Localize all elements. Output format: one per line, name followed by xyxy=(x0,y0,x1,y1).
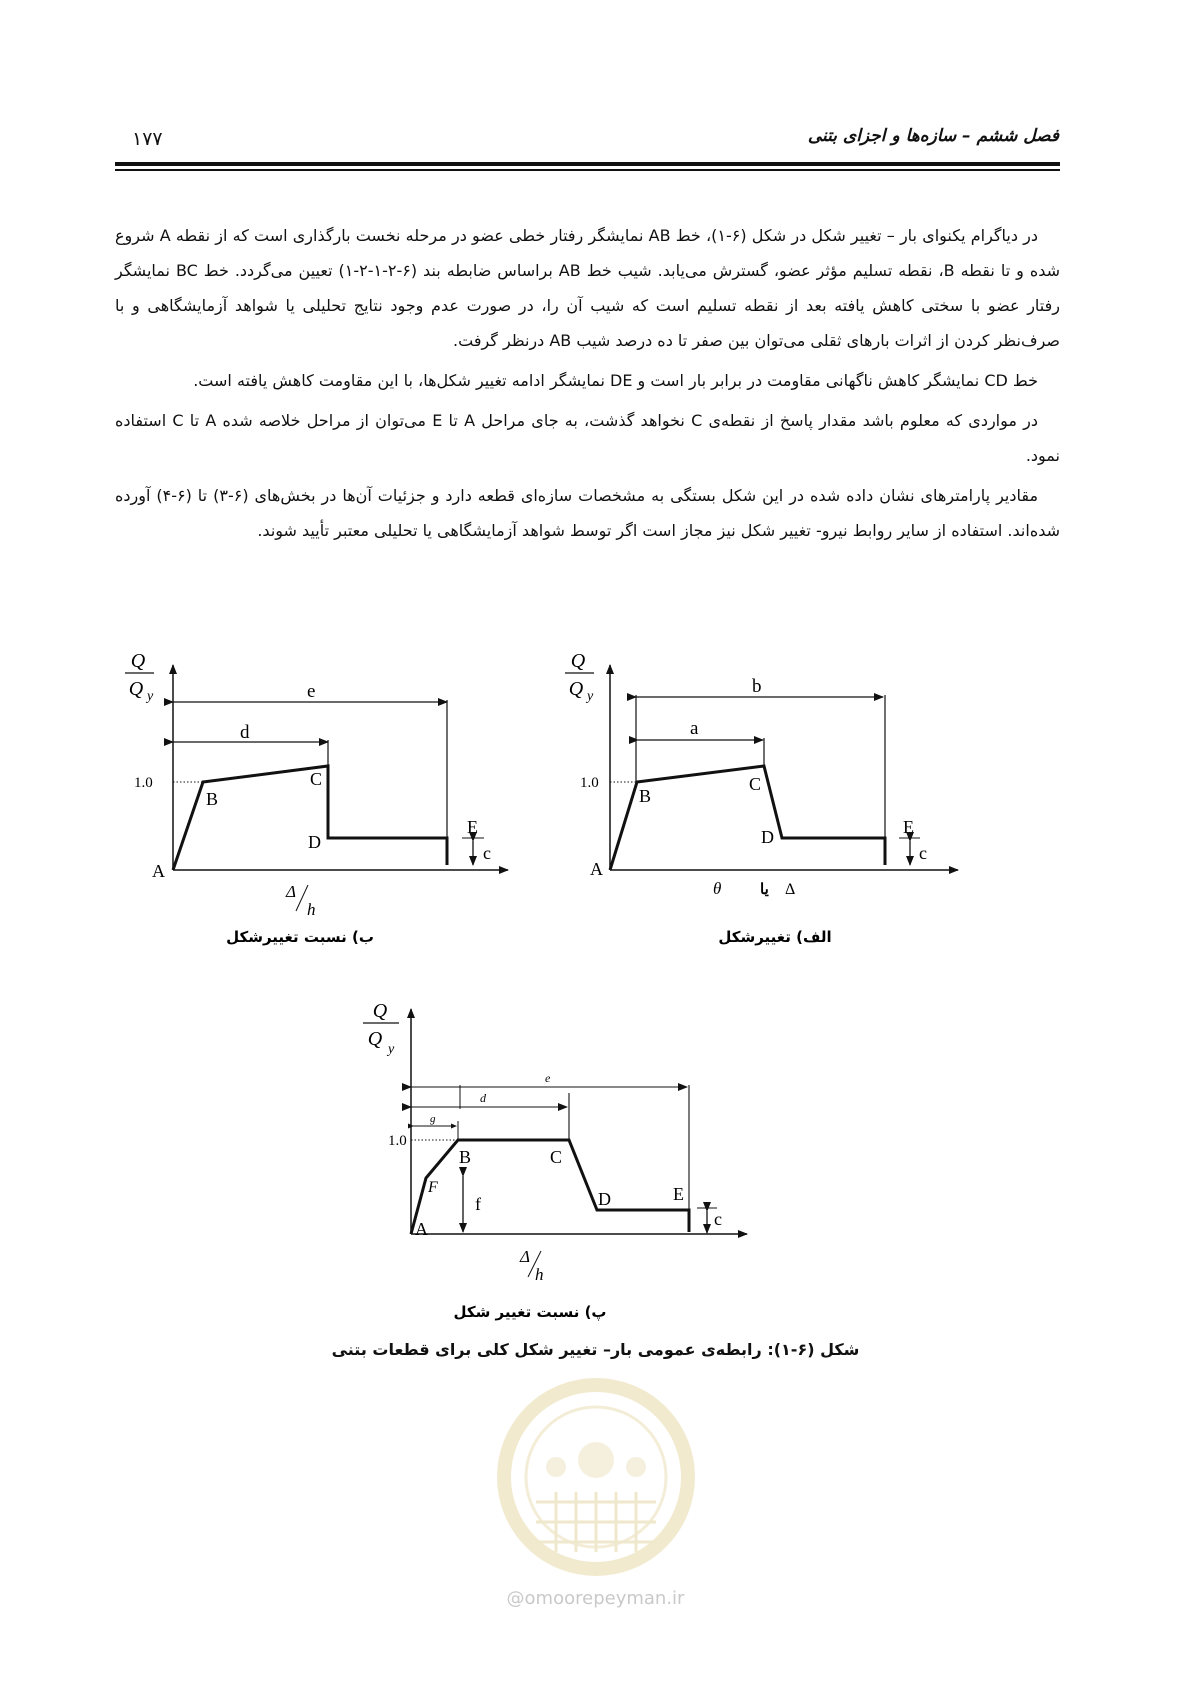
param-label: d xyxy=(240,722,250,743)
x-label-h: h xyxy=(535,1265,544,1284)
point-label: F xyxy=(428,1179,438,1196)
point-label: B xyxy=(639,786,652,806)
figure-caption: شکل (۶-۱): رابطه‌ی عمومی بار– تغییر شکل کلی برای قطعات بتنی xyxy=(331,1340,860,1359)
point-label: D xyxy=(761,827,774,847)
point-label: A xyxy=(590,859,603,879)
paragraph: در مواردی که معلوم باشد مقدار پاسخ از نقطه‌ی C نخواهد گذشت، به جای مراحل A تا E می‌توان از مراحل خلاصه شده A تا C استفاده نمود. xyxy=(115,411,1060,465)
point-label: B xyxy=(206,789,219,809)
point-label: C xyxy=(749,774,762,794)
point-label: B xyxy=(459,1147,472,1167)
paragraph: خط CD نمایشگر کاهش ناگهانی مقاومت در برابر بار است و DE نمایشگر ادامه تغییر شکل‌ها، با این مقاومت کاهش یافته است. xyxy=(193,371,1038,390)
point-label: A xyxy=(152,861,165,881)
x-label-delta: Δ xyxy=(286,882,296,901)
x-label-theta: θ xyxy=(713,879,722,898)
stamp-watermark xyxy=(476,1372,716,1582)
header-rule-thin xyxy=(115,169,1060,171)
x-label-delta: Δ xyxy=(785,881,796,898)
watermark-url: @omoorepeyman.ir xyxy=(506,1588,685,1609)
diagram-pe xyxy=(355,995,775,1325)
diagram-be xyxy=(110,645,530,955)
param-label: d xyxy=(480,1091,486,1105)
point-label: E xyxy=(467,817,478,837)
point-label: D xyxy=(308,832,321,852)
paragraph: مقادیر پارامترهای نشان داده شده در این شکل بستگی به مشخصات سازه‌ای قطعه دارد و جزئیات آن‌ها در بخش‌های (۶-۳) تا (۶-۴) آورده شده‌اند. استفاده از سایر روابط نیرو- تغییر شکل نیز مجاز است اگر توسط شواهد آزمایشگاهی یا تحلیلی معتبر تأیید شوند. xyxy=(115,486,1060,540)
y-tick: 1.0 xyxy=(134,775,153,791)
caption-pe: پ) نسبت تغییر شکل xyxy=(453,1303,607,1321)
x-label-h: h xyxy=(307,900,316,919)
caption-be: ب) نسبت تغییرشکل xyxy=(226,928,374,946)
chapter-title: فصل ششم – سازه‌ها و اجزای بتنی xyxy=(807,126,1059,146)
y-label-sub: y xyxy=(388,1042,395,1057)
point-label: E xyxy=(903,817,914,837)
y-label-num: Q xyxy=(372,1000,388,1022)
point-label: D xyxy=(598,1189,611,1209)
point-label: C xyxy=(310,769,323,789)
param-label: a xyxy=(690,718,699,739)
point-label: A xyxy=(415,1219,428,1239)
paragraph: در دیاگرام یکنوای بار – تغییر شکل در شکل (۶-۱)، خط AB نمایشگر رفتار خطی عضو در مرحله نخست بارگذاری است که از نقطه A شروع شده و تا نقطه B، نقطه تسلیم مؤثر عضو، گسترش می‌یابد. شیب خط AB براساس ضابطه بند (۶-۲-۱-۲-۱) تعیین می‌گردد. خط BC نمایشگر رفتار عضو با سختی کاهش یافته بعد از نقطه تسلیم است که شیب آن را، در صورت عدم وجود نتایج تحلیلی یا شواهد آزمایشگاهی و با صرف‌نظر کردن از اثرات بارهای ثقلی می‌توان بین صفر تا ده درصد شیب AB درنظر گرفت. xyxy=(115,226,1061,350)
y-label-sub: y xyxy=(147,689,154,704)
param-label: g xyxy=(430,1113,436,1125)
point-label: E xyxy=(673,1184,684,1204)
diagram-alef xyxy=(560,645,980,955)
x-label-or: یا xyxy=(760,882,769,898)
y-label-num: Q xyxy=(130,650,146,672)
y-tick: 1.0 xyxy=(580,775,599,791)
param-label: e xyxy=(545,1071,551,1085)
y-label-den: Q xyxy=(367,1028,383,1050)
y-label-sub: y xyxy=(587,689,594,704)
param-label: c xyxy=(483,843,491,863)
y-tick: 1.0 xyxy=(388,1133,407,1149)
param-label: f xyxy=(475,1194,481,1214)
y-label-den: Q xyxy=(128,678,144,700)
body-text xyxy=(115,218,1060,548)
point-label: C xyxy=(550,1147,563,1167)
param-label: e xyxy=(307,681,316,702)
header-rule-thick xyxy=(115,162,1060,166)
param-label: b xyxy=(752,676,762,697)
param-label: c xyxy=(919,843,927,863)
x-label-delta: Δ xyxy=(520,1247,530,1266)
y-label-num: Q xyxy=(570,650,586,672)
caption-alef: الف) تغییرشکل xyxy=(718,928,832,946)
page-number: ۱۷۷ xyxy=(132,128,163,150)
y-label-den: Q xyxy=(568,678,584,700)
param-label: c xyxy=(714,1209,722,1229)
